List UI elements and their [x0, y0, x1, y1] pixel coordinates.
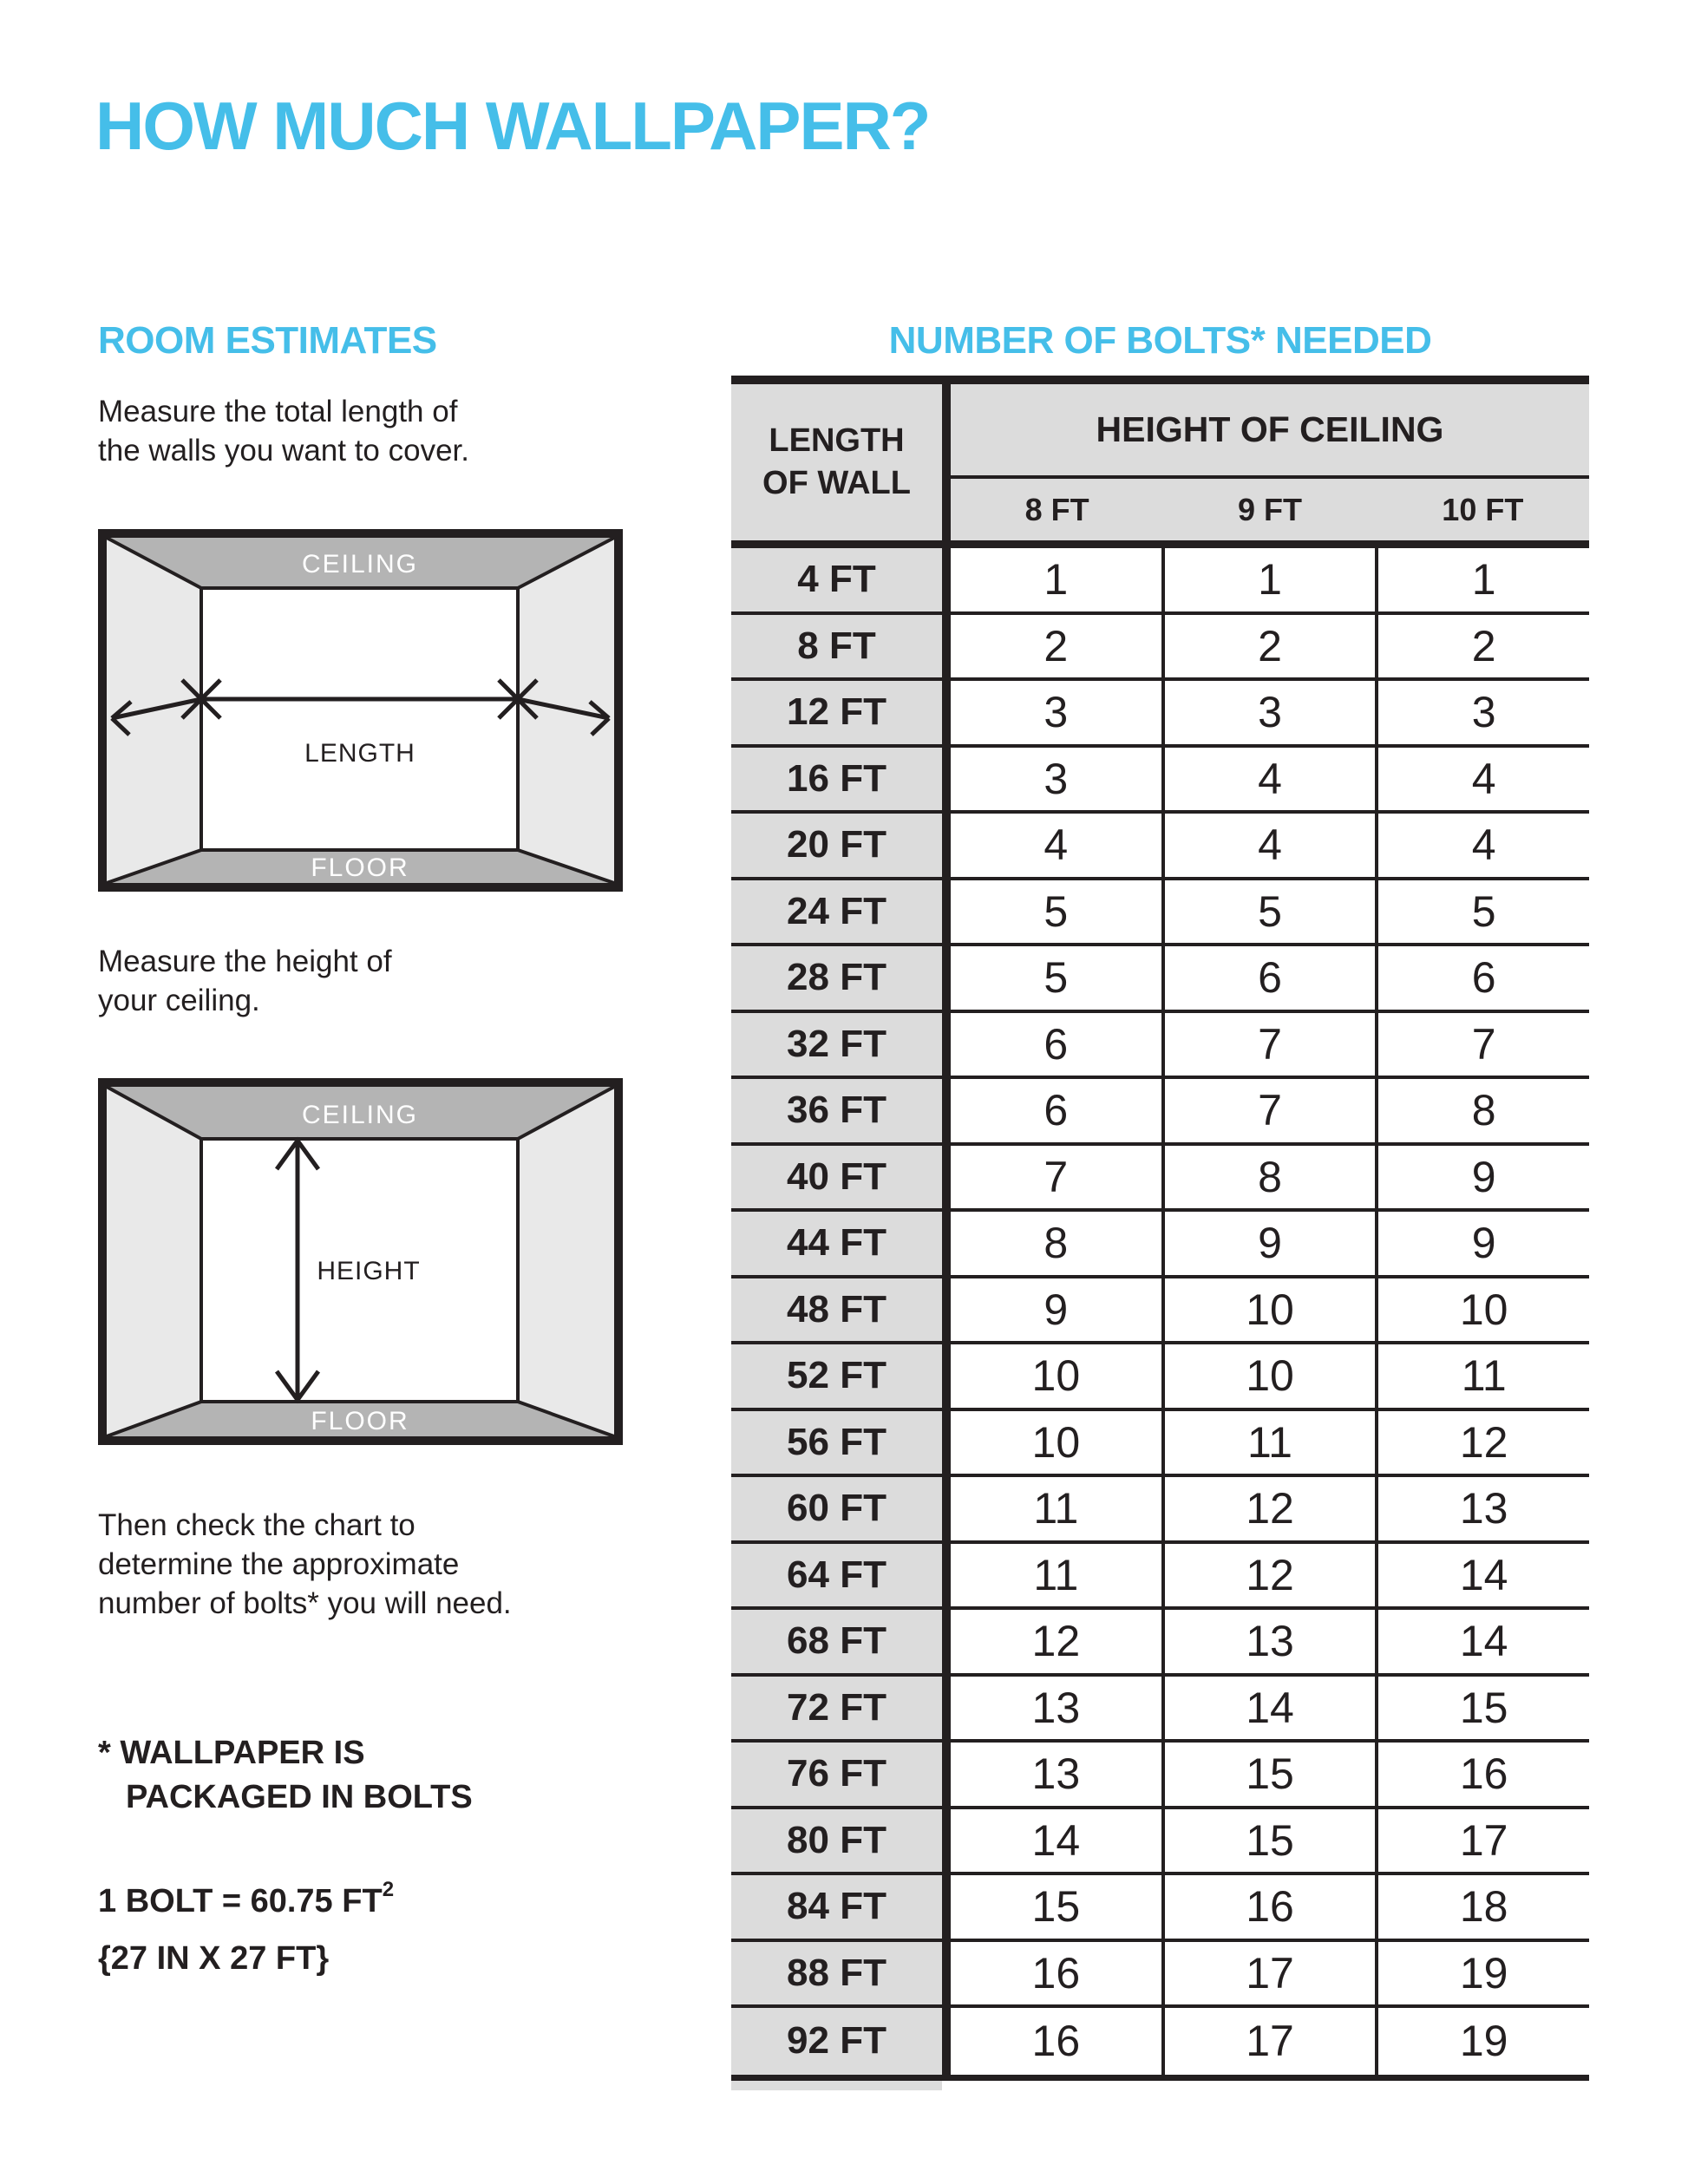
bolt-count-cell: 5	[1161, 880, 1376, 944]
bolt-count-cell: 14	[1161, 1677, 1376, 1740]
col-header-10ft: 10 FT	[1442, 491, 1524, 527]
bolt-count-cell: 6	[951, 1079, 1161, 1142]
bolt-count-cell: 15	[1375, 1677, 1589, 1740]
table-vertical-divider	[942, 1942, 951, 2005]
table-body	[731, 548, 1589, 2075]
ceiling-height-header-group	[951, 384, 1589, 540]
bolt-count-cell: 9	[951, 1278, 1161, 1342]
bolt-count-cell: 13	[1161, 1610, 1376, 1673]
wall-length-label: 72 FT	[731, 1677, 942, 1740]
table-vertical-divider	[942, 1677, 951, 1740]
bolt-count-cell: 6	[951, 1013, 1161, 1076]
bolt-count-cell: 12	[1375, 1411, 1589, 1475]
table-vertical-divider	[942, 681, 951, 744]
table-row	[731, 1610, 1589, 1677]
bolt-count-cell: 7	[1375, 1013, 1589, 1076]
wall-length-label: 16 FT	[731, 748, 942, 811]
instruction-line: determine the approximate	[98, 1547, 460, 1581]
table-row	[731, 814, 1589, 880]
bolt-count-cell: 5	[951, 880, 1161, 944]
table-row	[731, 1809, 1589, 1876]
table-vertical-divider	[942, 1809, 951, 1873]
bolt-equation: 1 BOLT = 60.75 $FT^2$	[98, 1878, 395, 1919]
bolt-count-cell: 18	[1375, 1875, 1589, 1939]
table-vertical-divider	[942, 748, 951, 811]
bolt-count-cell: 3	[951, 748, 1161, 811]
bolt-count-cell: 10	[1375, 1278, 1589, 1342]
table-row	[731, 1344, 1589, 1411]
ceiling-height-subheaders	[951, 479, 1589, 540]
bolt-count-cell: 10	[1161, 1278, 1376, 1342]
bolt-count-cell: 1	[1161, 548, 1376, 611]
table-row	[731, 1212, 1589, 1278]
measure-length-instruction	[98, 392, 469, 470]
wall-length-label: 60 FT	[731, 1477, 942, 1540]
bolt-count-cell: 3	[951, 681, 1161, 744]
squared-superscript: 2	[382, 1878, 395, 1901]
room-estimates-heading: ROOM ESTIMATES	[98, 319, 437, 362]
bolt-count-cell: 7	[1161, 1013, 1376, 1076]
bolt-count-cell: 6	[1375, 946, 1589, 1010]
table-vertical-divider	[942, 1544, 951, 1607]
bolt-count-cell: 5	[951, 946, 1161, 1010]
table-vertical-divider	[942, 1146, 951, 1209]
footnote-line: * WALLPAPER IS	[98, 1735, 365, 1771]
header-line: LENGTH	[769, 422, 905, 459]
bolt-count-cell: 16	[1375, 1743, 1589, 1806]
check-chart-instruction	[98, 1506, 512, 1623]
table-row	[731, 1477, 1589, 1544]
wall-length-label: 64 FT	[731, 1544, 942, 1607]
wall-length-label: 56 FT	[731, 1411, 942, 1475]
instruction-line: Measure the total length of	[98, 395, 458, 428]
bolt-count-cell: 11	[1161, 1411, 1376, 1475]
table-row	[731, 1146, 1589, 1213]
table-row	[731, 1079, 1589, 1146]
footnote-line: PACKAGED IN BOLTS	[126, 1779, 473, 1815]
col-header-8ft: 8 FT	[1024, 491, 1089, 527]
bolt-count-cell: 15	[1161, 1743, 1376, 1806]
back-wall-face	[201, 588, 518, 850]
table-row	[731, 1677, 1589, 1743]
table-vertical-divider	[942, 1278, 951, 1342]
wall-length-label: 40 FT	[731, 1146, 942, 1209]
col-header-9ft: 9 FT	[1237, 491, 1302, 527]
bolt-count-cell: 13	[1375, 1477, 1589, 1540]
wall-length-label: 84 FT	[731, 1875, 942, 1939]
bolt-count-cell: 15	[951, 1875, 1161, 1939]
bolt-count-cell: 8	[951, 1212, 1161, 1275]
bolt-count-cell: 11	[951, 1477, 1161, 1540]
measure-height-instruction	[98, 942, 392, 1020]
bolt-count-cell: 10	[951, 1411, 1161, 1475]
bolts-table	[731, 376, 1589, 2090]
bolt-count-cell: 3	[1161, 681, 1376, 744]
bolts-needed-heading: NUMBER OF BOLTS* NEEDED	[888, 319, 1432, 362]
bolt-count-cell: 14	[1375, 1544, 1589, 1607]
bolt-count-cell: 9	[1375, 1212, 1589, 1275]
wall-length-label: 36 FT	[731, 1079, 942, 1142]
bolt-count-cell: 15	[1161, 1809, 1376, 1873]
table-vertical-divider	[942, 946, 951, 1010]
table-vertical-divider	[942, 1079, 951, 1142]
bolt-count-cell: 17	[1161, 1942, 1376, 2005]
bolt-count-cell: 17	[1161, 2008, 1376, 2075]
room-length-diagram	[98, 529, 623, 896]
table-vertical-divider	[942, 548, 951, 611]
table-header	[731, 384, 1589, 540]
bolt-count-cell: 7	[1161, 1079, 1376, 1142]
table-vertical-divider	[942, 1013, 951, 1076]
left-wall-face	[107, 1087, 201, 1436]
wall-length-label: 44 FT	[731, 1212, 942, 1275]
bolt-count-cell: 12	[951, 1610, 1161, 1673]
ceiling-label: CEILING	[301, 1101, 419, 1129]
floor-label: FLOOR	[311, 853, 409, 882]
table-top-border	[731, 376, 1589, 384]
table-row	[731, 946, 1589, 1013]
wall-length-label: 4 FT	[731, 548, 942, 611]
ceiling-label: CEILING	[301, 550, 419, 579]
bolt-count-cell: 17	[1375, 1809, 1589, 1873]
page-title: HOW MUCH WALLPAPER?	[95, 88, 930, 164]
wall-length-label: 52 FT	[731, 1344, 942, 1408]
table-row	[731, 1013, 1589, 1080]
table-row	[731, 1875, 1589, 1942]
table-vertical-divider	[942, 814, 951, 877]
bolt-count-cell: 9	[1375, 1146, 1589, 1209]
bolt-count-cell: 16	[951, 2008, 1161, 2075]
table-vertical-divider	[942, 1743, 951, 1806]
height-of-ceiling-header: HEIGHT OF CEILING	[951, 384, 1589, 475]
bolt-count-cell: 2	[1375, 615, 1589, 678]
wall-length-label: 76 FT	[731, 1743, 942, 1806]
bolt-count-cell: 7	[951, 1146, 1161, 1209]
bolt-count-cell: 19	[1375, 2008, 1589, 2075]
instruction-line: the walls you want to cover.	[98, 434, 469, 468]
bolt-count-cell: 12	[1161, 1544, 1376, 1607]
table-vertical-divider	[942, 2008, 951, 2075]
room-height-diagram-svg	[98, 1078, 623, 1445]
wall-length-label: 68 FT	[731, 1610, 942, 1673]
bolt-count-cell: 9	[1161, 1212, 1376, 1275]
table-vertical-divider	[942, 1610, 951, 1673]
wall-length-label: 28 FT	[731, 946, 942, 1010]
header-line: OF WALL	[762, 465, 911, 501]
room-length-diagram-svg	[98, 529, 623, 892]
bolt-count-cell: 5	[1375, 880, 1589, 944]
bolt-count-cell: 3	[1375, 681, 1589, 744]
bolt-count-cell: 4	[1161, 814, 1376, 877]
bolt-count-cell: 6	[1161, 946, 1376, 1010]
bolt-count-cell: 16	[1161, 1875, 1376, 1939]
bolt-size-info	[98, 1861, 394, 1987]
table-vertical-divider	[942, 384, 951, 540]
table-row	[731, 681, 1589, 748]
table-row	[731, 2008, 1589, 2075]
wall-length-label: 92 FT	[731, 2008, 942, 2075]
bolt-count-cell: 13	[951, 1743, 1161, 1806]
bolt-count-cell: 19	[1375, 1942, 1589, 2005]
bolt-count-cell: 4	[1161, 748, 1376, 811]
table-row	[731, 1278, 1589, 1345]
instruction-line: your ceiling.	[98, 984, 260, 1017]
length-label: LENGTH	[304, 739, 415, 768]
table-row	[731, 1544, 1589, 1611]
instruction-line: number of bolts* you will need.	[98, 1586, 512, 1620]
wallpaper-bolts-footnote	[98, 1731, 473, 1820]
table-row	[731, 1411, 1589, 1478]
wall-length-label: 20 FT	[731, 814, 942, 877]
bolt-count-cell: 16	[951, 1942, 1161, 2005]
wall-length-label: 32 FT	[731, 1013, 942, 1076]
table-vertical-divider	[942, 1875, 951, 1939]
table-vertical-divider	[942, 1411, 951, 1475]
bolt-count-cell: 2	[1161, 615, 1376, 678]
bolt-count-cell: 2	[951, 615, 1161, 678]
table-row	[731, 880, 1589, 947]
bolt-count-cell: 4	[1375, 814, 1589, 877]
table-vertical-divider	[942, 1344, 951, 1408]
length-of-wall-header	[731, 384, 942, 540]
bolt-count-cell: 13	[951, 1677, 1161, 1740]
bolt-count-cell: 4	[1375, 748, 1589, 811]
table-vertical-divider	[942, 1212, 951, 1275]
floor-label: FLOOR	[311, 1407, 409, 1435]
room-height-diagram	[98, 1078, 623, 1449]
instruction-line: Measure the height of	[98, 945, 392, 978]
bolt-count-cell: 8	[1375, 1079, 1589, 1142]
table-vertical-divider	[942, 880, 951, 944]
height-label: HEIGHT	[317, 1257, 421, 1285]
bolt-count-cell: 10	[1161, 1344, 1376, 1408]
header-bottom-border	[731, 540, 1589, 548]
bolt-count-cell: 4	[951, 814, 1161, 877]
table-row	[731, 548, 1589, 615]
bolt-count-cell: 14	[951, 1809, 1161, 1873]
wall-length-label: 80 FT	[731, 1809, 942, 1873]
table-row	[731, 615, 1589, 682]
right-wall-face	[518, 1087, 614, 1436]
table-row	[731, 748, 1589, 814]
table-vertical-divider	[942, 615, 951, 678]
bolt-dimensions: {27 IN X 27 FT}	[98, 1940, 330, 1977]
wall-length-label: 24 FT	[731, 880, 942, 944]
bolt-count-cell: 10	[951, 1344, 1161, 1408]
bolt-count-cell: 1	[951, 548, 1161, 611]
wall-length-label: 48 FT	[731, 1278, 942, 1342]
bolt-count-cell: 14	[1375, 1610, 1589, 1673]
wall-length-label: 8 FT	[731, 615, 942, 678]
bolt-count-cell: 12	[1161, 1477, 1376, 1540]
wall-length-label: 12 FT	[731, 681, 942, 744]
table-bottom-border	[731, 2075, 1589, 2081]
table-gray-tail	[731, 2081, 942, 2090]
instruction-line: Then check the chart to	[98, 1508, 415, 1542]
bolt-count-cell: 11	[1375, 1344, 1589, 1408]
table-row	[731, 1942, 1589, 2009]
bolt-count-cell: 1	[1375, 548, 1589, 611]
wall-length-label: 88 FT	[731, 1942, 942, 2005]
table-vertical-divider	[942, 1477, 951, 1540]
bolt-count-cell: 11	[951, 1544, 1161, 1607]
bolt-count-cell: 8	[1161, 1146, 1376, 1209]
table-row	[731, 1743, 1589, 1809]
